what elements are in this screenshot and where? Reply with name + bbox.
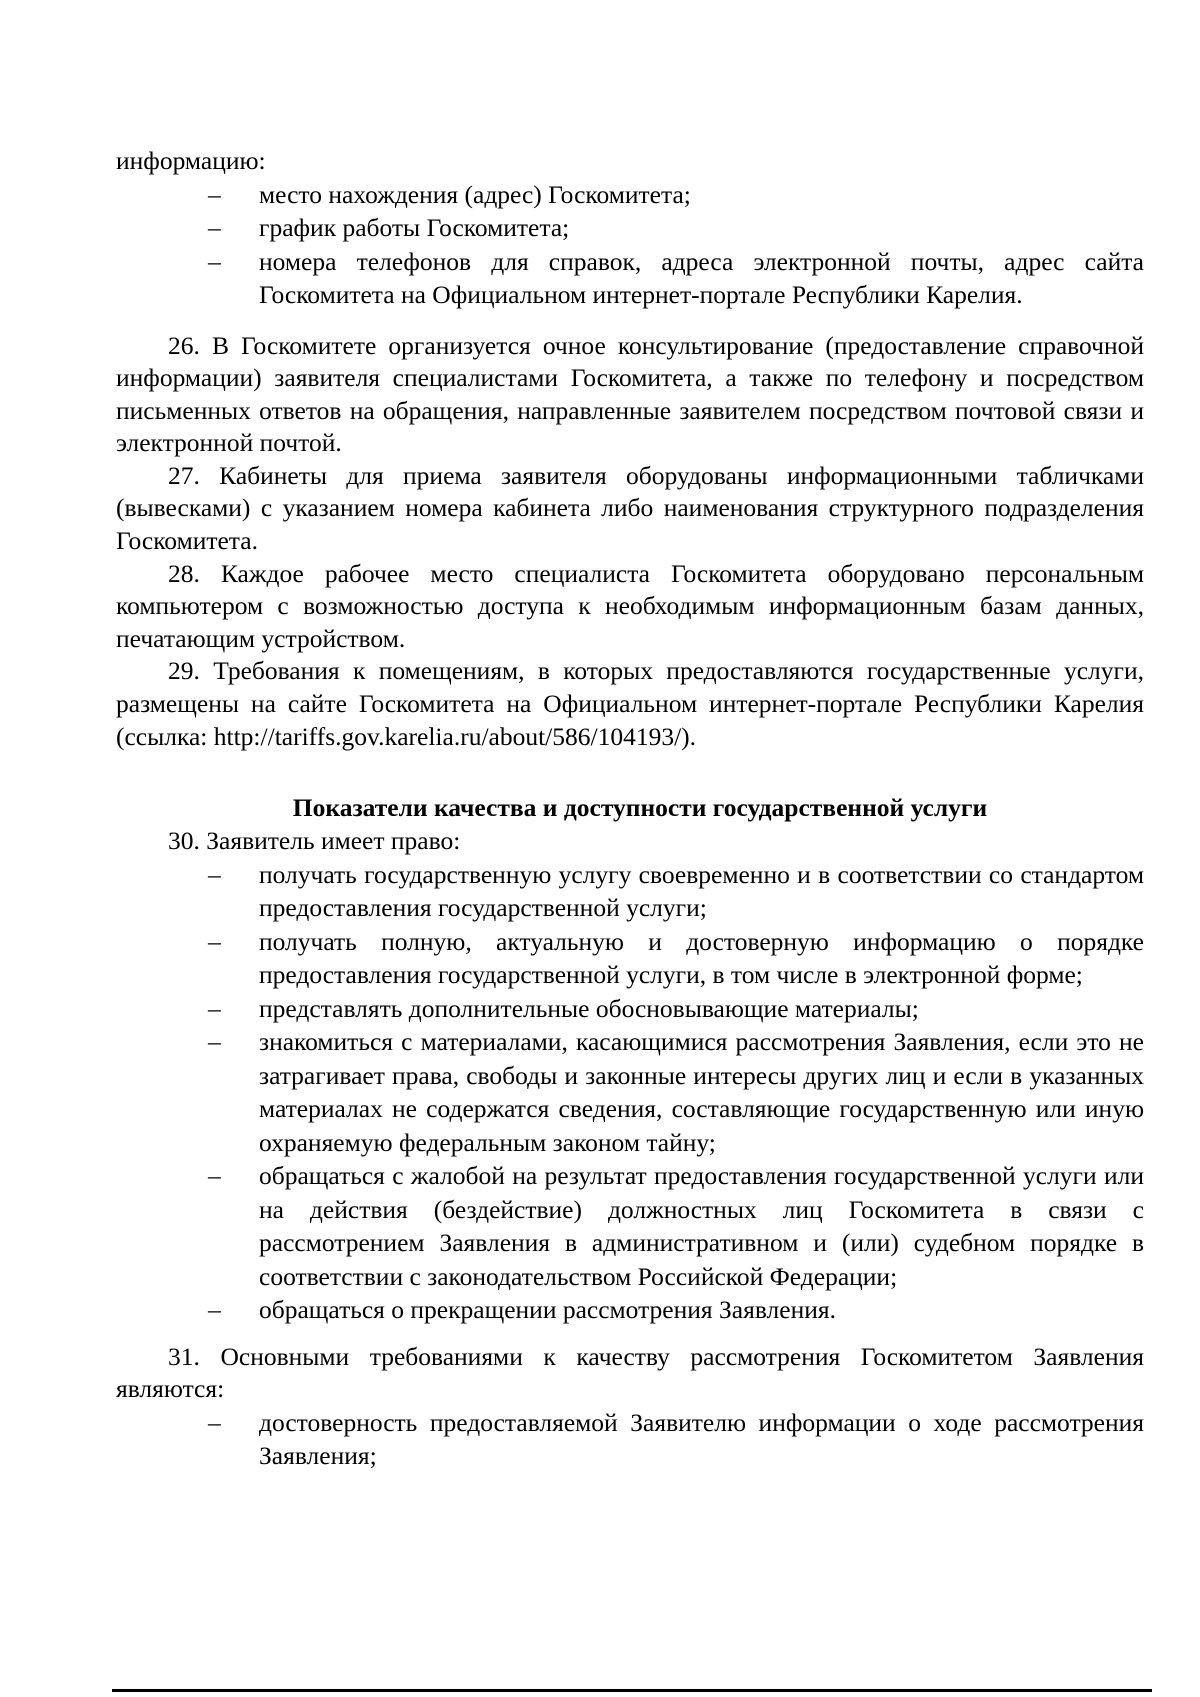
paragraph-28: 28. Каждое рабочее место специалиста Госкомитета оборудовано персональным компьютером с возможностью доступа к необходимым информационным базам данных, печатающим устройством.	[116, 558, 1144, 653]
list-item-text: получать полную, актуальную и достоверную информацию о порядке предоставления государственной услуги, в том числе в электронной форме;	[259, 926, 1144, 990]
dash-marker: –	[208, 213, 221, 242]
rights-list	[116, 858, 1144, 1327]
paragraph-26: 26. В Госкомитете организуется очное консультирование (предоставление справочной информации) заявителя специалистами Госкомитета, а также по телефону и посредством письменных ответов на обращения, направленные заявителем посредством почтовой связи и электронной почтой.	[116, 330, 1144, 458]
dash-marker: –	[208, 993, 221, 1023]
list-item-text: обращаться с жалобой на результат предоставления государственной услуги или на действия (бездействие) должностных лиц Госкомитета в связи с рассмотрением Заявления в административном и (или) судебном порядке в соответствии с законодательством Российской Федерации;	[259, 1161, 1144, 1291]
list-item	[116, 178, 1144, 212]
list-item-text: место нахождения (адрес) Госкомитета;	[259, 179, 691, 209]
list-item	[116, 858, 1144, 925]
lead-line: информацию:	[116, 146, 266, 175]
dash-marker: –	[208, 1295, 221, 1325]
requirements-list	[116, 1406, 1144, 1473]
list-item-text: знакомиться с материалами, касающимися рассмотрения Заявления, если это не затрагивает права, свободы и законные интересы других лиц и если в указанных материалах не содержатся сведения, составляющие государственную или иную охраняемую федеральным законом тайну;	[259, 1027, 1144, 1157]
paragraph-29: 29. Требования к помещениям, в которых предоставляются государственные услуги, размещены на сайте Госкомитета на Официальном интернет-портале Республики Карелия (ссылка: http://tariffs.gov.karelia.ru/about/586/104193/).	[116, 656, 1144, 751]
list-item-text: номера телефонов для справок, адреса электронной почты, адрес сайта Госкомитета на Официальном интернет-портале Республики Карелия.	[259, 246, 1144, 309]
list-item	[116, 925, 1144, 992]
dash-marker: –	[208, 179, 221, 209]
list-item	[116, 245, 1144, 312]
item-30-lead: 30. Заявитель имеет право:	[168, 826, 461, 856]
dash-marker: –	[208, 1027, 221, 1057]
dash-marker: –	[208, 859, 221, 889]
list-item	[116, 1293, 1144, 1327]
dash-marker: –	[208, 1407, 221, 1437]
list-item	[116, 1159, 1144, 1293]
list-item	[116, 1025, 1144, 1159]
dash-marker: –	[208, 246, 221, 276]
section-heading: Показатели качества и доступности государственной услуги	[292, 793, 988, 823]
dash-marker: –	[208, 1161, 221, 1191]
list-item	[116, 211, 1144, 245]
paragraph-27: 27. Кабинеты для приема заявителя оборудованы информационными табличками (вывесками) с указанием номера кабинета либо наименования структурного подразделения Госкомитета.	[116, 460, 1144, 556]
list-item-text: график работы Госкомитета;	[259, 213, 570, 242]
bottom-rule	[112, 1689, 1152, 1692]
contacts-list	[116, 178, 1144, 312]
list-item-text: представлять дополнительные обосновывающие материалы;	[259, 993, 919, 1023]
dash-marker: –	[208, 926, 221, 956]
list-item-text: обращаться о прекращении рассмотрения Заявления.	[259, 1295, 836, 1325]
list-item	[116, 1406, 1144, 1473]
paragraph-31: 31. Основными требованиями к качеству рассмотрения Госкомитетом Заявления являются:	[116, 1341, 1144, 1404]
list-item-text: получать государственную услугу своевременно и в соответствии со стандартом предоставления государственной услуги;	[259, 859, 1144, 923]
list-item-text: достоверность предоставляемой Заявителю информации о ходе рассмотрения Заявления;	[259, 1407, 1144, 1471]
document-page	[116, 144, 1144, 1473]
list-item	[116, 992, 1144, 1026]
